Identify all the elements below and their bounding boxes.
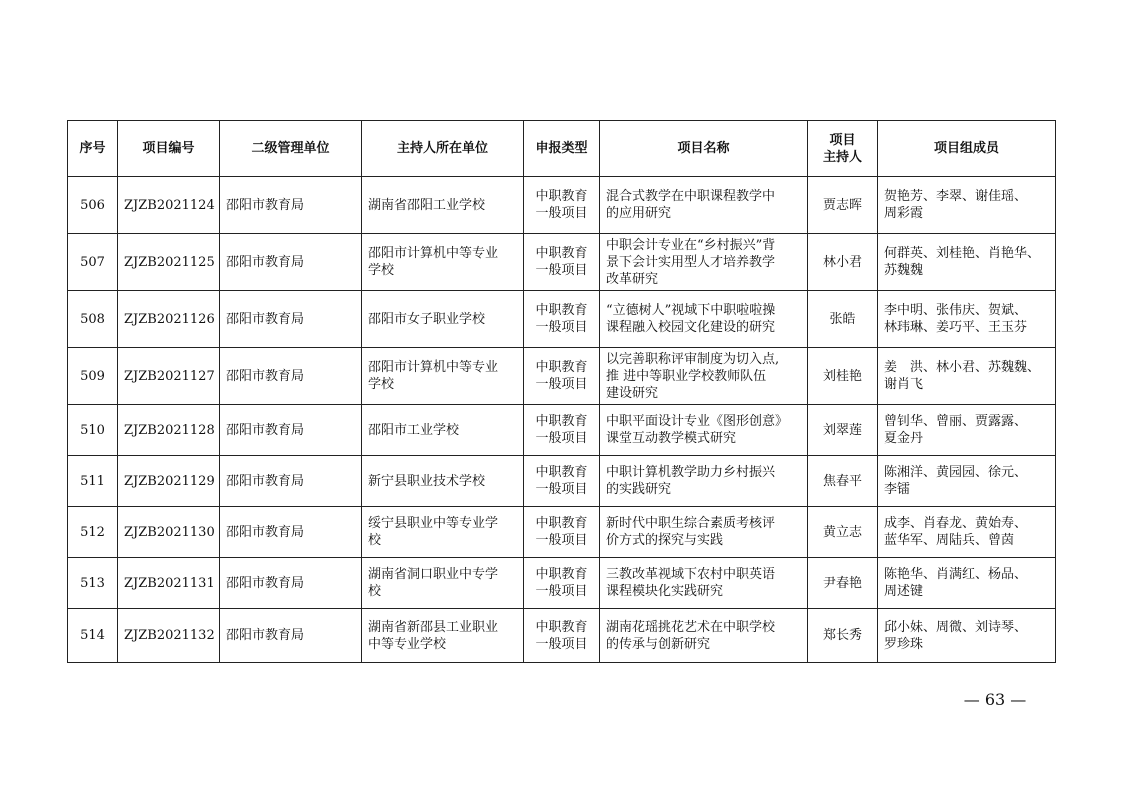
table-row <box>68 234 1056 291</box>
cell-name: 三教改革视域下农村中职英语 课程模块化实践研究 <box>600 558 808 609</box>
cell-mgmt: 邵阳市教育局 <box>220 177 362 234</box>
header-host: 项目 主持人 <box>808 121 878 177</box>
cell-host: 贾志晖 <box>808 177 878 234</box>
cell-unit: 湖南省邵阳工业学校 <box>362 177 524 234</box>
cell-type: 中职教育 一般项目 <box>524 234 600 291</box>
cell-no: 514 <box>68 609 118 663</box>
cell-code: ZJZB2021127 <box>118 348 220 405</box>
table-row <box>68 291 1056 348</box>
header-name: 项目名称 <box>600 121 808 177</box>
cell-members: 贺艳芳、李翠、谢佳瑶、 周彩霞 <box>878 177 1056 234</box>
table-row <box>68 348 1056 405</box>
cell-unit: 邵阳市计算机中等专业 学校 <box>362 234 524 291</box>
cell-name: “立德树人”视域下中职啦啦操 课程融入校园文化建设的研究 <box>600 291 808 348</box>
cell-code: ZJZB2021130 <box>118 507 220 558</box>
cell-type: 中职教育 一般项目 <box>524 405 600 456</box>
cell-code: ZJZB2021124 <box>118 177 220 234</box>
cell-members: 姜 洪、林小君、苏魏魏、 谢肖飞 <box>878 348 1056 405</box>
cell-type: 中职教育 一般项目 <box>524 456 600 507</box>
cell-no: 507 <box>68 234 118 291</box>
cell-unit: 湖南省洞口职业中专学 校 <box>362 558 524 609</box>
cell-no: 508 <box>68 291 118 348</box>
page-number: — 63 — <box>963 690 1027 709</box>
cell-mgmt: 邵阳市教育局 <box>220 609 362 663</box>
cell-no: 511 <box>68 456 118 507</box>
cell-name: 以完善职称评审制度为切入点, 推 进中等职业学校教师队伍 建设研究 <box>600 348 808 405</box>
cell-host: 焦春平 <box>808 456 878 507</box>
cell-code: ZJZB2021129 <box>118 456 220 507</box>
cell-mgmt: 邵阳市教育局 <box>220 405 362 456</box>
cell-name: 混合式教学在中职课程教学中 的应用研究 <box>600 177 808 234</box>
header-no: 序号 <box>68 121 118 177</box>
cell-type: 中职教育 一般项目 <box>524 558 600 609</box>
cell-unit: 邵阳市计算机中等专业 学校 <box>362 348 524 405</box>
cell-mgmt: 邵阳市教育局 <box>220 507 362 558</box>
cell-members: 李中明、张伟庆、贺斌、 林玮琳、姜巧平、王玉芬 <box>878 291 1056 348</box>
table-row <box>68 456 1056 507</box>
cell-host: 林小君 <box>808 234 878 291</box>
cell-type: 中职教育 一般项目 <box>524 609 600 663</box>
cell-unit: 邵阳市工业学校 <box>362 405 524 456</box>
cell-type: 中职教育 一般项目 <box>524 291 600 348</box>
cell-name: 新时代中职生综合素质考核评 价方式的探究与实践 <box>600 507 808 558</box>
cell-unit: 邵阳市女子职业学校 <box>362 291 524 348</box>
cell-host: 张皓 <box>808 291 878 348</box>
cell-host: 刘翠莲 <box>808 405 878 456</box>
cell-host: 刘桂艳 <box>808 348 878 405</box>
header-unit: 主持人所在单位 <box>362 121 524 177</box>
header-members: 项目组成员 <box>878 121 1056 177</box>
cell-unit: 湖南省新邵县工业职业 中等专业学校 <box>362 609 524 663</box>
cell-host: 郑长秀 <box>808 609 878 663</box>
table-row <box>68 558 1056 609</box>
cell-code: ZJZB2021126 <box>118 291 220 348</box>
table-row <box>68 177 1056 234</box>
cell-host: 黄立志 <box>808 507 878 558</box>
cell-name: 中职会计专业在“乡村振兴”背 景下会计实用型人才培养教学 改革研究 <box>600 234 808 291</box>
cell-members: 何群英、刘桂艳、肖艳华、 苏魏魏 <box>878 234 1056 291</box>
projects-table <box>67 120 1056 663</box>
cell-mgmt: 邵阳市教育局 <box>220 348 362 405</box>
cell-unit: 绥宁县职业中等专业学 校 <box>362 507 524 558</box>
table-row <box>68 609 1056 663</box>
cell-name: 湖南花瑶挑花艺术在中职学校 的传承与创新研究 <box>600 609 808 663</box>
cell-code: ZJZB2021125 <box>118 234 220 291</box>
cell-host: 尹春艳 <box>808 558 878 609</box>
cell-type: 中职教育 一般项目 <box>524 507 600 558</box>
cell-name: 中职平面设计专业《图形创意》 课堂互动教学模式研究 <box>600 405 808 456</box>
cell-code: ZJZB2021128 <box>118 405 220 456</box>
header-type: 申报类型 <box>524 121 600 177</box>
cell-mgmt: 邵阳市教育局 <box>220 456 362 507</box>
cell-members: 陈艳华、肖满红、杨品、 周述键 <box>878 558 1056 609</box>
cell-code: ZJZB2021131 <box>118 558 220 609</box>
cell-no: 506 <box>68 177 118 234</box>
cell-type: 中职教育 一般项目 <box>524 348 600 405</box>
cell-mgmt: 邵阳市教育局 <box>220 558 362 609</box>
cell-no: 513 <box>68 558 118 609</box>
cell-members: 陈湘洋、黄园园、徐元、 李镭 <box>878 456 1056 507</box>
cell-no: 510 <box>68 405 118 456</box>
table-row <box>68 507 1056 558</box>
header-code: 项目编号 <box>118 121 220 177</box>
table-header-row <box>68 121 1056 177</box>
cell-mgmt: 邵阳市教育局 <box>220 234 362 291</box>
table-row <box>68 405 1056 456</box>
cell-no: 509 <box>68 348 118 405</box>
cell-code: ZJZB2021132 <box>118 609 220 663</box>
header-mgmt: 二级管理单位 <box>220 121 362 177</box>
cell-members: 成李、肖春龙、黄始寿、 蓝华军、周陆兵、曾茵 <box>878 507 1056 558</box>
cell-no: 512 <box>68 507 118 558</box>
cell-mgmt: 邵阳市教育局 <box>220 291 362 348</box>
cell-members: 邱小妹、周微、刘诗琴、 罗珍珠 <box>878 609 1056 663</box>
cell-name: 中职计算机教学助力乡村振兴 的实践研究 <box>600 456 808 507</box>
cell-type: 中职教育 一般项目 <box>524 177 600 234</box>
cell-members: 曾钊华、曾丽、贾露露、 夏金丹 <box>878 405 1056 456</box>
cell-unit: 新宁县职业技术学校 <box>362 456 524 507</box>
